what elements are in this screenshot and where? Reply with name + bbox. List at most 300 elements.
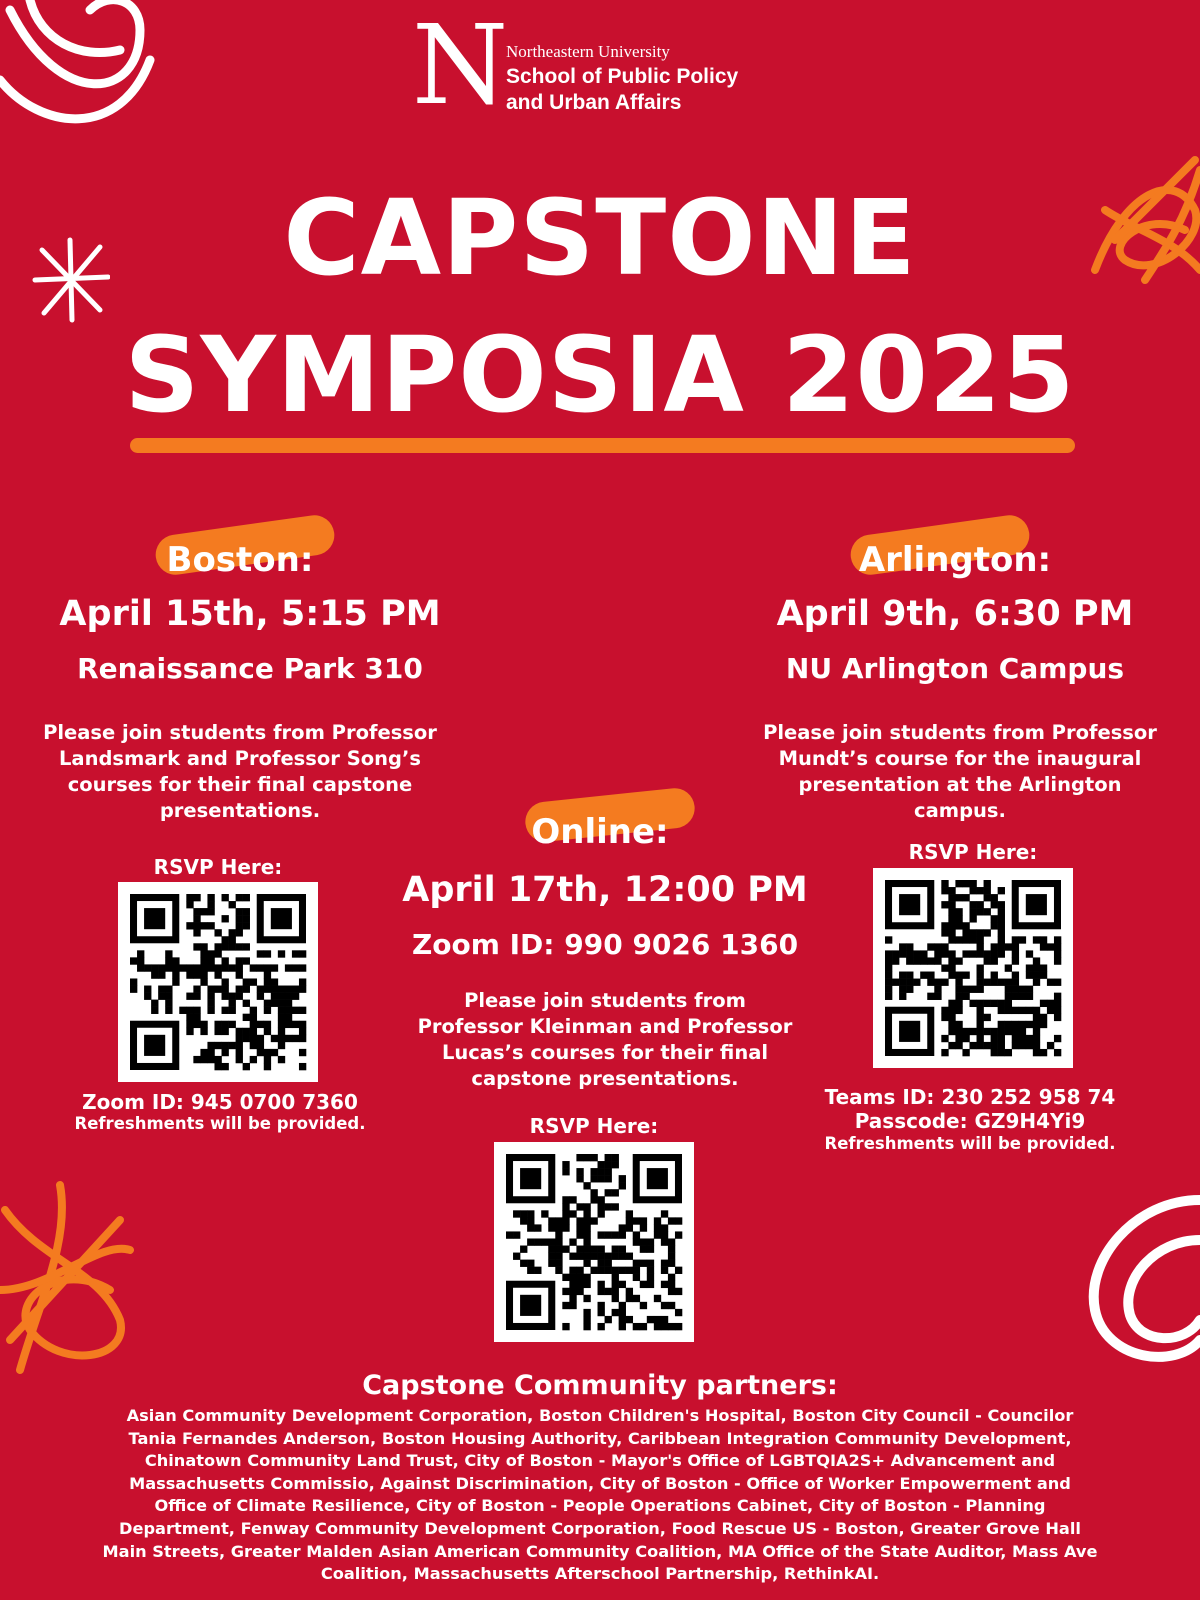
qr-module: [292, 1021, 299, 1028]
qr-module: [612, 1203, 619, 1210]
qr-module: [186, 993, 193, 1000]
qr-module: [977, 986, 984, 993]
qr-module: [955, 1035, 962, 1042]
qr-module: [661, 1281, 668, 1288]
qr-module: [1005, 964, 1012, 971]
arlington-rsvp-qr-code[interactable]: [873, 868, 1073, 1068]
qr-module: [1012, 979, 1019, 986]
qr-module: [598, 1281, 605, 1288]
qr-module: [583, 1154, 590, 1161]
qr-module: [165, 957, 172, 964]
qr-module: [236, 1035, 243, 1042]
qr-module: [977, 950, 984, 957]
qr-module: [222, 978, 229, 985]
qr-module: [998, 915, 1005, 922]
qr-module: [948, 1042, 955, 1049]
qr-module: [1054, 1035, 1061, 1042]
qr-module: [1012, 950, 1019, 957]
qr-module: [598, 1246, 605, 1253]
qr-module: [906, 972, 913, 979]
qr-module: [1019, 1007, 1026, 1014]
qr-module: [906, 950, 913, 957]
qr-module: [1012, 972, 1019, 979]
qr-module: [285, 1035, 292, 1042]
qr-module: [962, 929, 969, 936]
qr-module: [1012, 936, 1019, 943]
qr-module: [955, 894, 962, 901]
scribble-bottom-left: [0, 1180, 140, 1380]
qr-module: [250, 964, 257, 971]
qr-module: [899, 993, 906, 1000]
qr-module: [612, 1161, 619, 1168]
qr-module: [292, 993, 299, 1000]
qr-module: [1019, 936, 1026, 943]
qr-module: [598, 1288, 605, 1295]
boston-rsvp-qr-code[interactable]: [118, 882, 318, 1082]
qr-module: [1012, 1035, 1019, 1042]
qr-module: [605, 1267, 612, 1274]
qr-module: [1005, 1000, 1012, 1007]
qr-module: [955, 908, 962, 915]
qr-module: [998, 908, 1005, 915]
qr-module: [941, 1014, 948, 1021]
qr-module: [576, 1168, 583, 1175]
qr-module: [626, 1210, 633, 1217]
qr-module: [222, 936, 229, 943]
qr-module: [548, 1217, 555, 1224]
qr-module: [590, 1168, 597, 1175]
qr-module: [236, 922, 243, 929]
qr-module: [647, 1274, 654, 1281]
qr-module: [1054, 936, 1061, 943]
qr-module: [598, 1302, 605, 1309]
online-rsvp-label: RSVP Here:: [529, 1114, 659, 1138]
qr-module: [977, 908, 984, 915]
school-name: [506, 64, 738, 116]
arlington-desc-line: Please join students from Professor: [763, 721, 1157, 744]
qr-module: [243, 943, 250, 950]
qr-module: [998, 929, 1005, 936]
qr-module: [955, 936, 962, 943]
qr-module: [969, 986, 976, 993]
qr-module: [271, 1000, 278, 1007]
qr-module: [1026, 1035, 1033, 1042]
qr-module: [962, 1049, 969, 1056]
qr-module: [668, 1260, 675, 1267]
qr-module: [977, 1007, 984, 1014]
qr-module: [647, 1238, 654, 1245]
qr-module: [548, 1253, 555, 1260]
qr-module: [885, 950, 892, 957]
qr-module: [299, 1007, 306, 1014]
qr-module: [962, 880, 969, 887]
qr-module: [165, 950, 172, 957]
qr-module: [583, 1224, 590, 1231]
qr-module: [661, 1267, 668, 1274]
scribble-top-left: [0, 0, 160, 140]
qr-module: [962, 950, 969, 957]
qr-module: [668, 1253, 675, 1260]
qr-module: [158, 993, 165, 1000]
qr-module: [236, 908, 243, 915]
qr-module: [998, 1042, 1005, 1049]
qr-module: [640, 1217, 647, 1224]
qr-module: [236, 943, 243, 950]
qr-finder-pattern: [271, 908, 292, 929]
qr-module: [1026, 972, 1033, 979]
qr-module: [969, 915, 976, 922]
qr-module: [941, 964, 948, 971]
qr-module: [243, 922, 250, 929]
qr-module: [934, 986, 941, 993]
qr-module: [984, 908, 991, 915]
qr-module: [955, 1028, 962, 1035]
qr-module: [612, 1295, 619, 1302]
qr-module: [527, 1260, 534, 1267]
partners-line: Asian Community Development Corporation, Boston Children's Hospital, Boston City Council - Councilor: [126, 1406, 1074, 1425]
qr-module: [214, 971, 221, 978]
qr-module: [640, 1302, 647, 1309]
qr-module: [229, 943, 236, 950]
qr-module: [941, 929, 948, 936]
qr-module: [214, 1063, 221, 1070]
qr-finder-pattern: [144, 1035, 165, 1056]
qr-module: [633, 1323, 640, 1330]
qr-module: [520, 1260, 527, 1267]
qr-module: [562, 1161, 569, 1168]
qr-module: [906, 979, 913, 986]
qr-module: [243, 1035, 250, 1042]
qr-module: [885, 972, 892, 979]
qr-module: [186, 1014, 193, 1021]
qr-module: [207, 964, 214, 971]
qr-module: [562, 1203, 569, 1210]
qr-module: [612, 1253, 619, 1260]
qr-module: [654, 1224, 661, 1231]
online-city: Online:: [531, 812, 669, 852]
qr-module: [207, 908, 214, 915]
qr-module: [583, 1217, 590, 1224]
qr-module: [675, 1267, 682, 1274]
qr-module: [569, 1288, 576, 1295]
qr-module: [151, 964, 158, 971]
qr-module: [214, 986, 221, 993]
qr-module: [576, 1175, 583, 1182]
qr-module: [955, 1000, 962, 1007]
arlington-teams-id: Teams ID: 230 252 958 74: [824, 1085, 1116, 1109]
qr-module: [885, 964, 892, 971]
qr-module: [941, 880, 948, 887]
qr-module: [207, 1007, 214, 1014]
qr-module: [619, 1281, 626, 1288]
qr-module: [200, 922, 207, 929]
qr-module: [626, 1217, 633, 1224]
qr-module: [193, 1007, 200, 1014]
qr-module: [661, 1323, 668, 1330]
qr-module: [257, 1042, 264, 1049]
qr-module: [186, 964, 193, 971]
qr-module: [576, 1217, 583, 1224]
qr-module: [984, 950, 991, 957]
qr-module: [1033, 964, 1040, 971]
qr-module: [264, 1056, 271, 1063]
qr-module: [1033, 1014, 1040, 1021]
qr-module: [250, 1056, 257, 1063]
qr-module: [271, 986, 278, 993]
qr-module: [1054, 979, 1061, 986]
online-rsvp-qr-code[interactable]: [494, 1142, 694, 1342]
qr-module: [562, 1302, 569, 1309]
qr-module: [250, 978, 257, 985]
qr-module: [598, 1168, 605, 1175]
qr-module: [285, 1014, 292, 1021]
qr-module: [207, 1042, 214, 1049]
qr-module: [527, 1210, 534, 1217]
qr-module: [200, 957, 207, 964]
qr-module: [200, 964, 207, 971]
qr-module: [969, 1000, 976, 1007]
qr-module: [991, 922, 998, 929]
qr-module: [1047, 979, 1054, 986]
qr-module: [562, 1323, 569, 1330]
qr-module: [285, 986, 292, 993]
qr-module: [948, 957, 955, 964]
qr-module: [598, 1161, 605, 1168]
qr-module: [520, 1246, 527, 1253]
qr-module: [1012, 1021, 1019, 1028]
arlington-desc-line: Mundt’s course for the inaugural: [778, 747, 1142, 770]
qr-module: [977, 1042, 984, 1049]
qr-module: [906, 957, 913, 964]
qr-module: [640, 1224, 647, 1231]
qr-module: [207, 986, 214, 993]
qr-module: [527, 1238, 534, 1245]
qr-module: [955, 922, 962, 929]
qr-module: [285, 1007, 292, 1014]
qr-module: [130, 978, 137, 985]
qr-module: [292, 986, 299, 993]
qr-module: [207, 901, 214, 908]
title-line2: SYMPOSIA 2025: [124, 314, 1076, 436]
qr-module: [513, 1210, 520, 1217]
qr-module: [941, 950, 948, 957]
qr-module: [285, 1000, 292, 1007]
qr-module: [257, 964, 264, 971]
qr-module: [899, 986, 906, 993]
qr-module: [1033, 1049, 1040, 1056]
qr-module: [264, 1021, 271, 1028]
qr-module: [984, 1042, 991, 1049]
qr-module: [598, 1260, 605, 1267]
qr-module: [991, 972, 998, 979]
qr-module: [998, 936, 1005, 943]
qr-module: [948, 915, 955, 922]
qr-module: [1005, 1007, 1012, 1014]
qr-module: [927, 993, 934, 1000]
qr-module: [513, 1253, 520, 1260]
qr-module: [193, 915, 200, 922]
title-underline-brush: [130, 438, 1075, 453]
qr-module: [977, 901, 984, 908]
qr-module: [612, 1189, 619, 1196]
qr-module: [193, 964, 200, 971]
qr-module: [626, 1316, 633, 1323]
qr-module: [165, 993, 172, 1000]
partners-list: [0, 1405, 1200, 1586]
qr-module: [955, 1021, 962, 1028]
qr-module: [583, 1253, 590, 1260]
boston-date: April 15th, 5:15 PM: [59, 594, 441, 634]
qr-module: [605, 1161, 612, 1168]
boston-description: [0, 720, 480, 824]
qr-module: [285, 993, 292, 1000]
qr-module: [193, 971, 200, 978]
qr-module: [1019, 1035, 1026, 1042]
qr-module: [222, 964, 229, 971]
qr-module: [977, 964, 984, 971]
qr-module: [1026, 993, 1033, 1000]
qr-module: [200, 1021, 207, 1028]
qr-module: [590, 1217, 597, 1224]
qr-module: [626, 1288, 633, 1295]
qr-module: [612, 1274, 619, 1281]
qr-module: [934, 950, 941, 957]
qr-module: [130, 986, 137, 993]
qr-module: [984, 1028, 991, 1035]
qr-module: [1012, 1007, 1019, 1014]
qr-module: [222, 1063, 229, 1070]
qr-module: [243, 1028, 250, 1035]
partners-line: Office of Climate Resilience, City of Boston - People Operations Cabinet, City of Boston - Planning: [154, 1496, 1046, 1516]
qr-module: [927, 943, 934, 950]
boston-desc-line: presentations.: [159, 799, 321, 822]
partners-heading: Capstone Community partners:: [362, 1370, 838, 1401]
qr-module: [977, 936, 984, 943]
qr-module: [640, 1323, 647, 1330]
qr-module: [292, 950, 299, 957]
qr-module: [569, 1196, 576, 1203]
qr-module: [998, 887, 1005, 894]
qr-module: [214, 1028, 221, 1035]
qr-module: [598, 1175, 605, 1182]
qr-module: [941, 1049, 948, 1056]
qr-module: [555, 1267, 562, 1274]
qr-module: [555, 1224, 562, 1231]
scribble-bottom-right: [1075, 1180, 1200, 1380]
qr-module: [598, 1309, 605, 1316]
qr-module: [969, 1028, 976, 1035]
qr-finder-pattern: [520, 1295, 541, 1316]
qr-module: [200, 971, 207, 978]
qr-module: [1019, 1042, 1026, 1049]
qr-module: [1054, 1000, 1061, 1007]
qr-module: [626, 1253, 633, 1260]
qr-module: [569, 1295, 576, 1302]
qr-module: [598, 1196, 605, 1203]
qr-module: [948, 1000, 955, 1007]
qr-module: [1005, 1028, 1012, 1035]
qr-module: [962, 972, 969, 979]
qr-module: [278, 1042, 285, 1049]
qr-module: [675, 1309, 682, 1316]
qr-module: [264, 1049, 271, 1056]
qr-module: [962, 922, 969, 929]
qr-module: [186, 901, 193, 908]
qr-module: [969, 908, 976, 915]
qr-module: [257, 986, 264, 993]
qr-module: [243, 894, 250, 901]
arlington-date: April 9th, 6:30 PM: [776, 594, 1134, 634]
qr-module: [1040, 943, 1047, 950]
qr-module: [633, 1231, 640, 1238]
qr-module: [991, 901, 998, 908]
university-name: Northeastern University: [506, 42, 670, 61]
partners-line: Coalition, Massachusetts Afterschool Partnership, RethinkAI.: [320, 1564, 880, 1584]
qr-module: [1047, 1042, 1054, 1049]
qr-module: [243, 1000, 250, 1007]
qr-module: [598, 1210, 605, 1217]
qr-module: [668, 1288, 675, 1295]
qr-module: [250, 1014, 257, 1021]
qr-module: [236, 964, 243, 971]
qr-module: [941, 979, 948, 986]
qr-module: [1026, 964, 1033, 971]
qr-module: [962, 1028, 969, 1035]
qr-module: [299, 986, 306, 993]
qr-module: [605, 1316, 612, 1323]
qr-module: [955, 915, 962, 922]
qr-module: [1026, 1007, 1033, 1014]
qr-module: [186, 922, 193, 929]
qr-module: [299, 964, 306, 971]
qr-module: [569, 1267, 576, 1274]
qr-module: [144, 993, 151, 1000]
qr-module: [619, 1246, 626, 1253]
qr-module: [1019, 993, 1026, 1000]
qr-module: [633, 1267, 640, 1274]
qr-module: [299, 1035, 306, 1042]
qr-module: [598, 1323, 605, 1330]
qr-module: [647, 1316, 654, 1323]
qr-module: [1012, 943, 1019, 950]
qr-module: [605, 1189, 612, 1196]
qr-module: [899, 979, 906, 986]
qr-module: [654, 1217, 661, 1224]
qr-module: [633, 1274, 640, 1281]
qr-module: [172, 964, 179, 971]
qr-module: [1047, 1007, 1054, 1014]
qr-module: [1040, 1021, 1047, 1028]
qr-module: [1026, 950, 1033, 957]
qr-module: [562, 1210, 569, 1217]
qr-module: [948, 1007, 955, 1014]
qr-module: [668, 1217, 675, 1224]
qr-module: [285, 1021, 292, 1028]
qr-module: [1040, 964, 1047, 971]
qr-module: [583, 1274, 590, 1281]
qr-module: [998, 943, 1005, 950]
qr-module: [661, 1231, 668, 1238]
qr-module: [598, 1267, 605, 1274]
qr-module: [984, 979, 991, 986]
qr-module: [1033, 1035, 1040, 1042]
qr-module: [569, 1274, 576, 1281]
qr-module: [885, 993, 892, 1000]
qr-module: [513, 1231, 520, 1238]
qr-module: [948, 922, 955, 929]
arlington-city: Arlington:: [858, 540, 1052, 580]
qr-module: [955, 880, 962, 887]
